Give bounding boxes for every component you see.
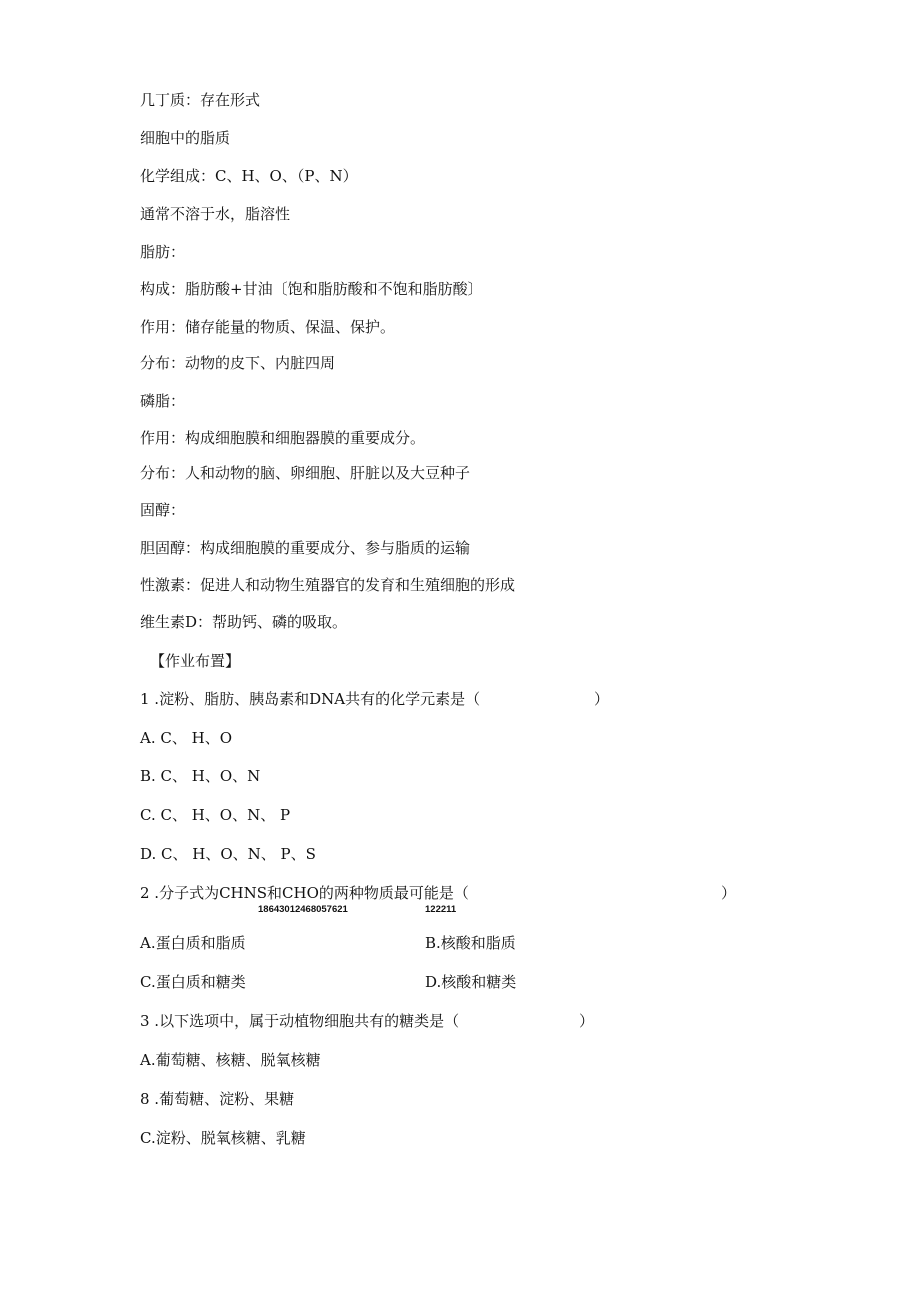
- note-line-phospholipid: 磷脂：: [140, 392, 186, 410]
- question-1-close-paren: ）: [594, 690, 610, 708]
- homework-heading: 【作业布置】: [150, 652, 241, 670]
- question-1-stem: 1 .淀粉、脂肪、胰岛素和DNA共有的化学元素是（: [140, 690, 481, 708]
- note-line-sex-hormone: 性激素：促进人和动物生殖器官的发育和生殖细胞的形成: [140, 576, 516, 594]
- question-2-subscript-digits-1: 18643012468057621: [258, 904, 348, 915]
- question-3-option-c: C.淀粉、脱氧核糖、乳糖: [140, 1129, 306, 1147]
- note-line-fat-distribution: 分布：动物的皮下、内脏四周: [140, 354, 336, 372]
- question-1-option-b: B. C、 H、O、N: [140, 767, 261, 785]
- note-line-fat-function: 作用：储存能量的物质、保温、保护。: [140, 318, 396, 336]
- note-line-composition: 化学组成：C、H、O、（P、N）: [140, 167, 358, 185]
- question-2-close-paren: ）: [721, 884, 737, 902]
- note-line-vitamin-d: 维生素D：帮助钙、磷的吸取。: [140, 613, 348, 631]
- note-line-phospholipid-distribution: 分布：人和动物的脑、卵细胞、肝脏以及大豆种子: [140, 464, 471, 482]
- question-2-stem: 2 .分子式为CHNS和CHO的两种物质最可能是（: [140, 884, 469, 902]
- note-line-fat-structure: 构成：脂肪酸+甘油〔饱和脂肪酸和不饱和脂肪酸〕: [140, 280, 483, 298]
- question-3-option-b: 8 .葡萄糖、淀粉、果糖: [140, 1090, 295, 1108]
- question-2-option-c: C.蛋白质和糖类: [140, 973, 246, 991]
- question-2-subscript-digits-2: 122211: [425, 904, 457, 915]
- question-2-option-d: D.核酸和糖类: [425, 973, 517, 991]
- note-line-cholesterol: 胆固醇：构成细胞膜的重要成分、参与脂质的运输: [140, 539, 471, 557]
- note-line-fat: 脂肪：: [140, 243, 186, 261]
- question-3-close-paren: ）: [579, 1012, 595, 1030]
- question-1-option-c: C. C、 H、O、N、 P: [140, 806, 291, 824]
- note-line-sterol: 固醇：: [140, 501, 186, 519]
- note-line-lipids-heading: 细胞中的脂质: [140, 129, 231, 147]
- question-3-stem: 3 .以下选项中，属于动植物细胞共有的糖类是（: [140, 1012, 460, 1030]
- question-2-option-b: B.核酸和脂质: [425, 934, 516, 952]
- note-line-chitin: 几丁质：存在形式: [140, 91, 261, 109]
- question-2-option-a: A.蛋白质和脂质: [140, 934, 246, 952]
- question-1-option-d: D. C、 H、O、N、 P、S: [140, 845, 316, 863]
- note-line-phospholipid-function: 作用：构成细胞膜和细胞器膜的重要成分。: [140, 429, 426, 447]
- note-line-solubility: 通常不溶于水，脂溶性: [140, 205, 291, 223]
- question-1-option-a: A. C、 H、O: [140, 729, 232, 747]
- question-3-option-a: A.葡萄糖、核糖、脱氧核糖: [140, 1051, 321, 1069]
